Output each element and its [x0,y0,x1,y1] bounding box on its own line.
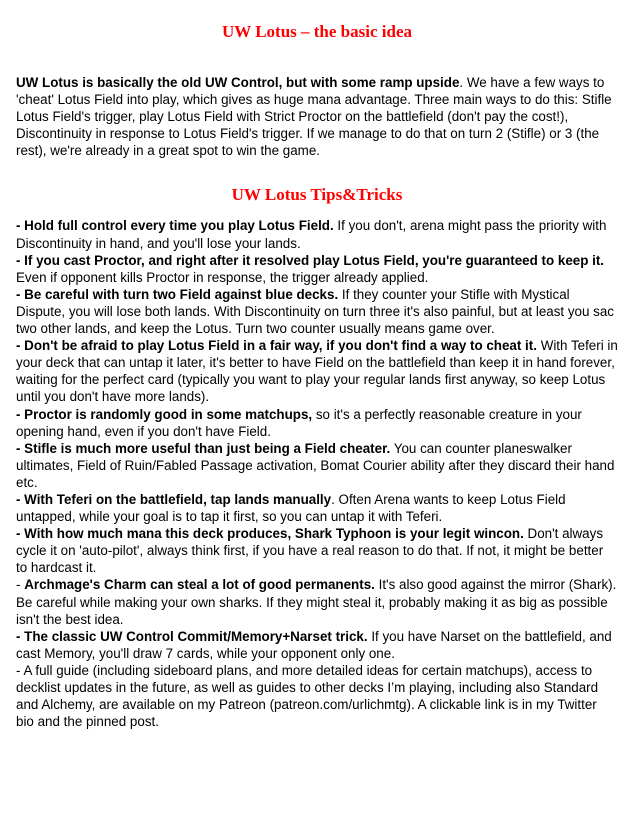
intro-body-text: . We have a few ways to 'cheat' Lotus Field into play, which gives as huge mana advantage. Three main ways to do this: Stifle Lotus Field's trigger, play Lotus Field with Strict Proctor on the battlefield (don't pay the cost!), Discontinuity in response to Lotus Field's trigger. If we manage to do that on turn 2 (Stifle) or 3 (the rest), we're already in a great spot to win the game. [16,75,612,159]
tip-item [16,628,618,662]
tip-bold-text: - Be careful with turn two Field against blue decks. [16,286,339,302]
tip-bold-text: - With Teferi on the battlefield, tap lands manually [16,491,332,507]
tip-item [16,286,618,337]
tip-body-text: If you have Narset on the battlefield, and cast Memory, you'll draw 7 cards, while your opponent only one. [16,628,612,661]
tip-body-text: If they counter your Stifle with Mystical Dispute, you will lose both lands. With Discontinuity on turn three it's also painful, but at least you sac two other lands, and keep the Lotus. Turn two counter usually means game over. [16,286,615,337]
tip-body-text: With Teferi in your deck that can untap it later, it's better to have Field on the battlefield than keep it in hand forever, waiting for the perfect card (typically you want to play your regular lands first anyway, so keep Lotus until you don't have more lands). [16,338,618,405]
tip-prefix-text: - [16,577,25,593]
tip-body-text: You can counter planeswalker ultimates, Field of Ruin/Fabled Passage activation, Bomat Courier ability after they discard their hand etc. [16,440,615,490]
intro-paragraph [16,74,618,159]
tip-item [16,525,618,576]
patreon-note [16,662,618,730]
tip-item [16,491,618,525]
tip-bold-text: - Don't be afraid to play Lotus Field in a fair way, if you don't find a way to cheat it. [16,338,537,354]
patreon-note-text: - A full guide (including sideboard plans, and more detailed ideas for certain matchups), access to decklist updates in the future, as well as guides to other decks I’m playing, including also Standard and Alchemy, are available on my Patreon (patreon.com/urlichmtg). A clickable link is in my Twitter bio and the pinned post. [16,662,599,730]
tip-bold-text: - Proctor is randomly good in some matchups, [16,406,313,422]
tip-body-text: so it's a perfectly reasonable creature in your opening hand, even if you don't have Field. [16,406,582,439]
tip-body-text: . Often Arena wants to keep Lotus Field untapped, while your goal is to tap it first, so you can untap it with Teferi. [16,491,566,525]
tip-item [16,576,618,627]
tip-bold-text: Archmage's Charm can steal a lot of good permanents. [24,577,375,593]
tip-bold-text: - With how much mana this deck produces, Shark Typhoon is your legit wincon. [16,526,524,542]
tip-bold-text: - Hold full control every time you play Lotus Field. [16,218,334,234]
tip-bold-text: - Stifle is much more useful than just being a Field cheater. [16,440,391,456]
tip-body-text: It's also good against the mirror (Shark). Be careful while making your own sharks. If they might steal it, probably making it as big as possible isn't the best idea. [16,577,617,627]
section-title-tips-tricks: UW Lotus Tips&Tricks [231,185,403,205]
tip-item [16,440,618,491]
tip-item [16,337,618,405]
section-title-basic-idea: UW Lotus – the basic idea [221,22,412,41]
tip-body-text: If you don't, arena might pass the priority with Discontinuity in hand, and you'll lose your lands. [16,218,607,251]
tip-bold-text: - The classic UW Control Commit/Memory+Narset trick. [16,628,368,644]
tip-item [16,252,618,286]
tips-list [16,217,618,730]
tip-bold-text: - If you cast Proctor, and right after it resolved play Lotus Field, you're guaranteed to keep it. [16,252,605,268]
tip-body-text: Even if opponent kills Proctor in response, the trigger already applied. [16,269,429,285]
intro-bold-text: UW Lotus is basically the old UW Control, but with some ramp upside [16,75,460,90]
tip-item [16,217,618,251]
tip-body-text: Don't always cycle it on 'auto-pilot', always think first, if you have a real reason to do that. If not, it might be better to hardcast it. [16,526,604,576]
tip-item [16,406,618,440]
